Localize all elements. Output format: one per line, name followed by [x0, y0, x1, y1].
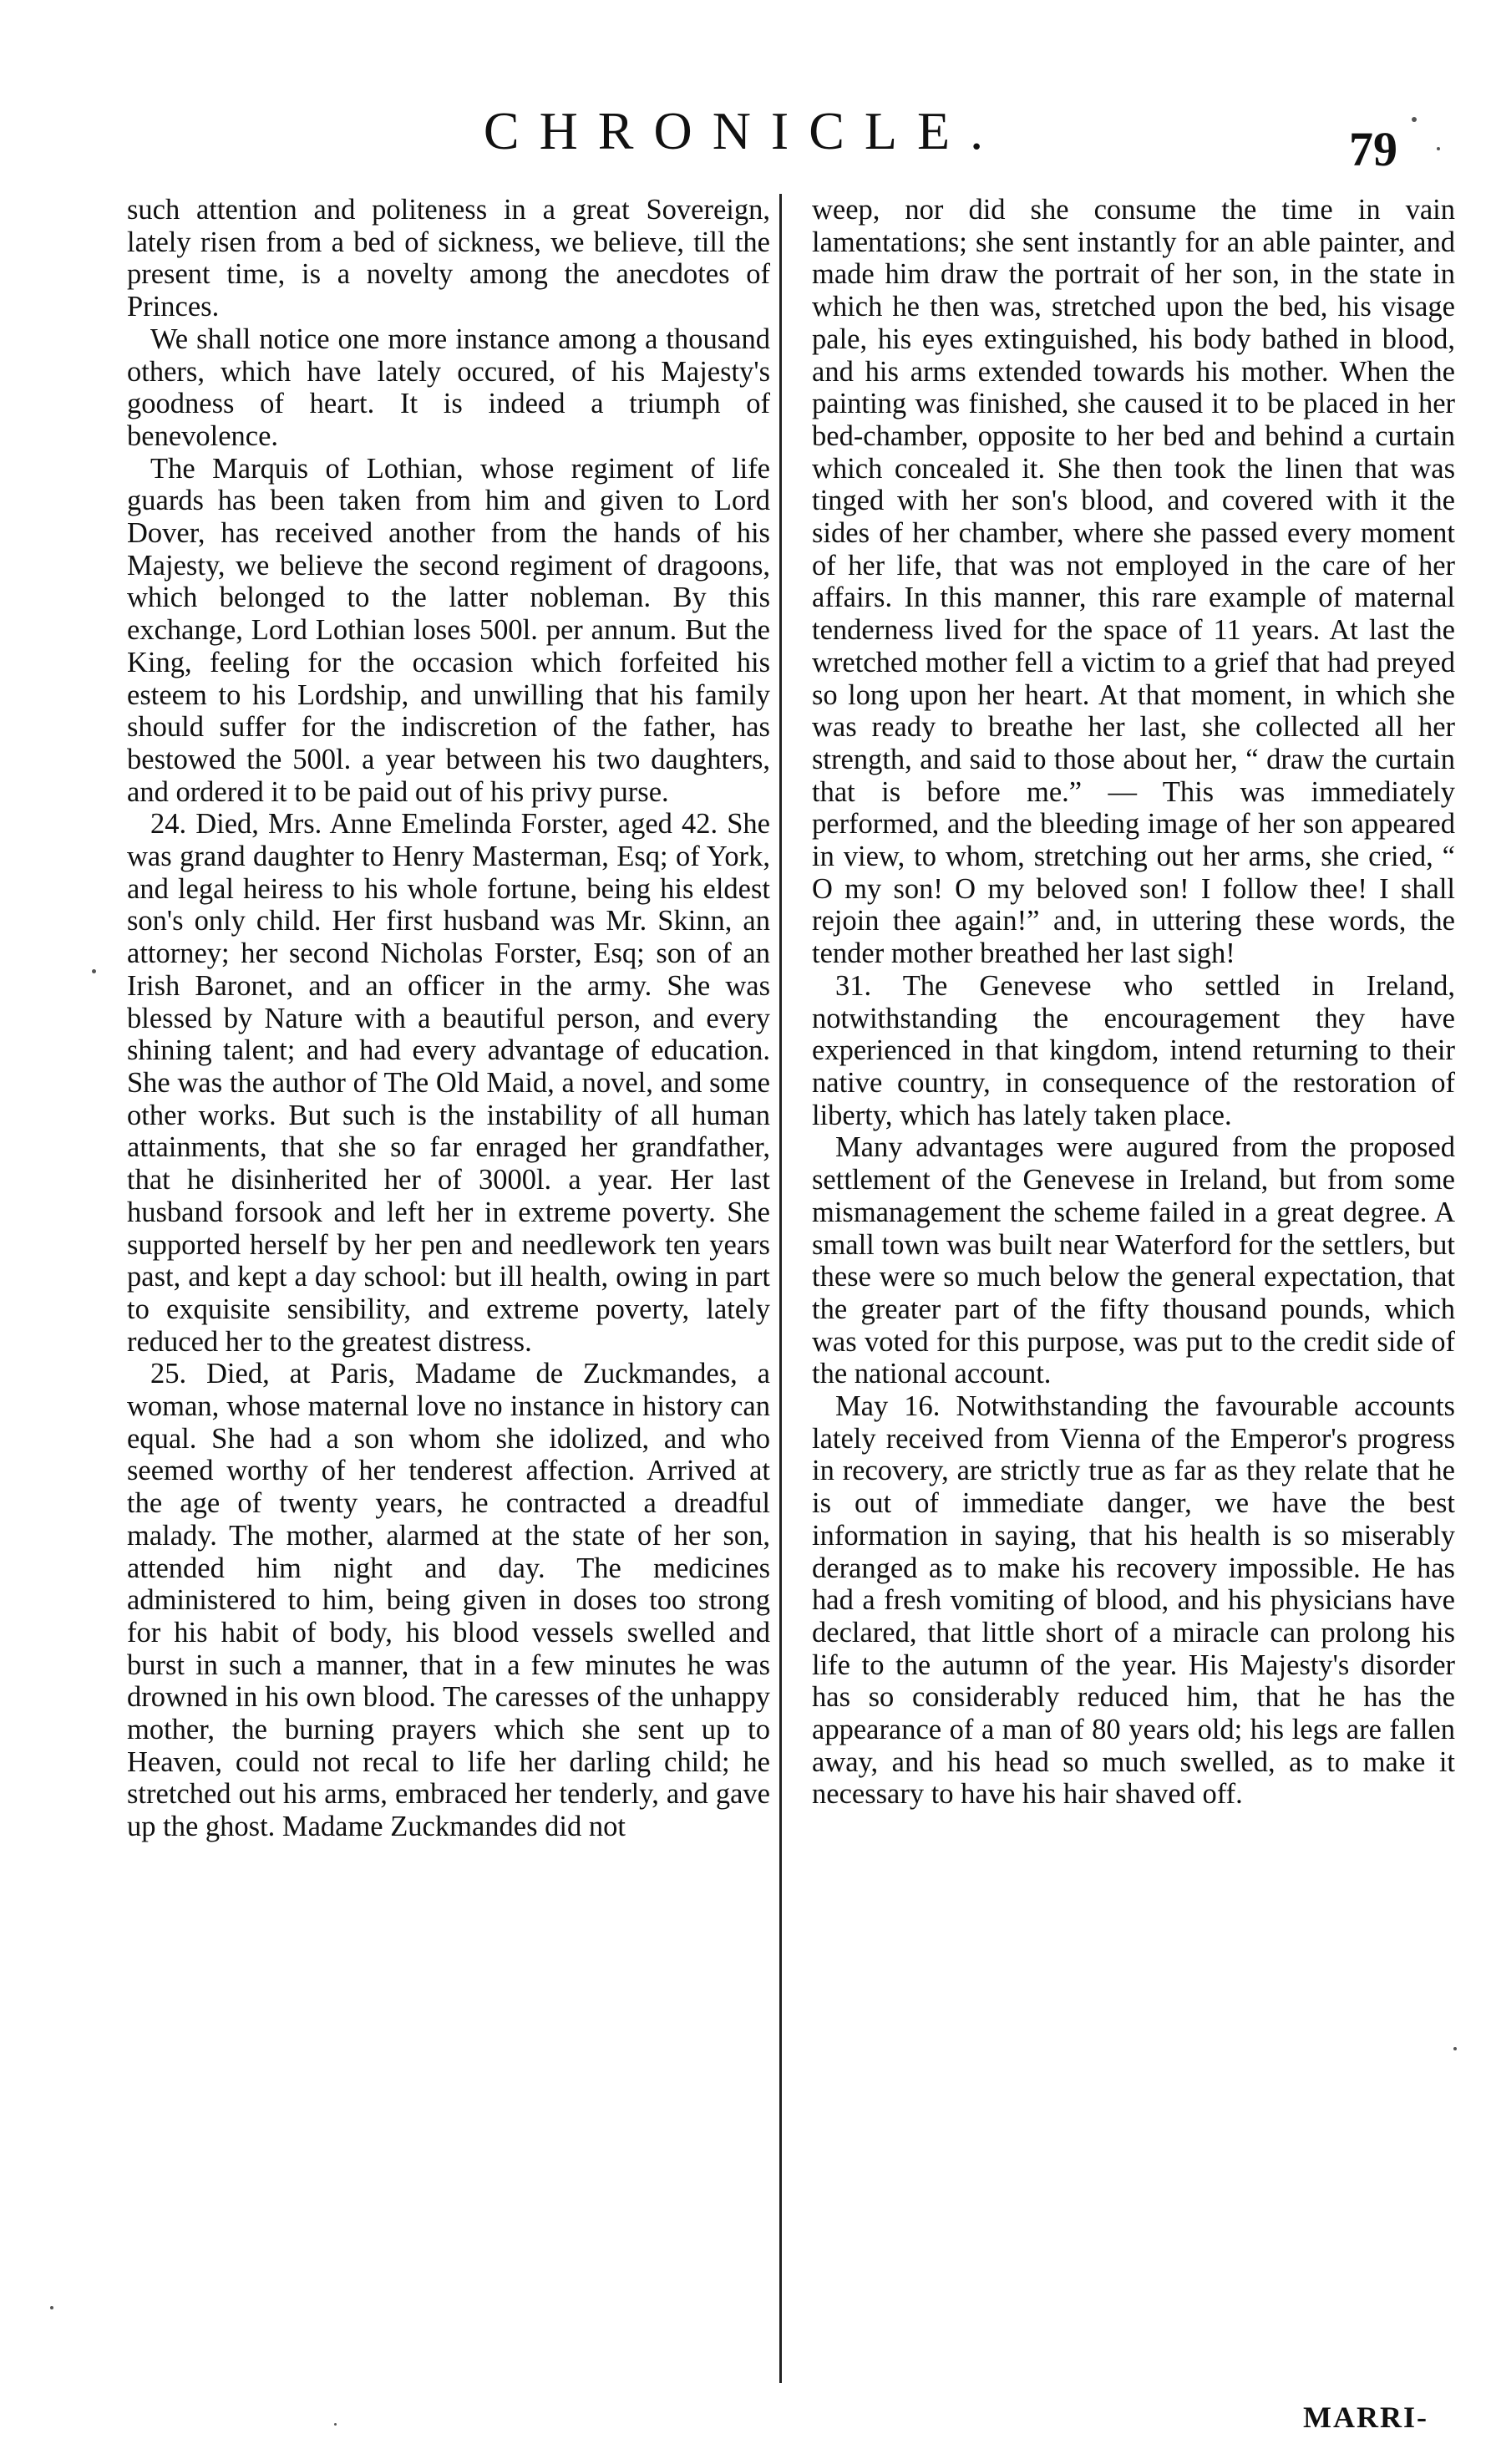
paragraph: 24. Died, Mrs. Anne Emelinda Forster, aged 42. She was grand daughter to Henry Masterman, Esq; of York, and legal heiress to his whole fortune, being his eldest son's only child. Her first husband was Mr. Skinn, an attorney; her second Nicholas Forster, Esq; son of an Irish Baronet, and an officer in the army. She was blessed by Nature with a beautiful person, and every shining talent; and had every advantage of education. She was the author of The Old Maid, a novel, and some other works. But such is the instability of all human attainments, that she so far enraged her grandfather, that he disinherited her of 3000l. a year. Her last husband forsook and left her in extreme poverty. She supported herself by her pen and needlework ten years past, and kept a day school: but ill health, owing in part to exquisite sensibility, and extreme poverty, lately reduced her to the greatest distress. [127, 808, 770, 1358]
catchword: MARRI- [1303, 2400, 1428, 2434]
print-speck [1453, 2047, 1457, 2050]
print-speck [334, 2423, 337, 2426]
paragraph: such attention and politeness in a great Sovereign, lately risen from a bed of sickness, we believe, till the present time, is a novelty among the anecdotes of Princes. [127, 194, 770, 323]
column-divider [779, 194, 782, 2383]
page-title: CHRONICLE. [483, 101, 1004, 160]
page-number: 79 [1349, 122, 1397, 176]
print-speck [1437, 147, 1440, 150]
paragraph: 25. Died, at Paris, Madame de Zuckmandes, a woman, whose maternal love no instance in history can equal. She had a son whom she idolized, and who seemed worthy of her tenderest affection. Arrived at the age of twenty years, he contracted a dreadful malady. The mother, alarmed at the state of her son, attended him night and day. The medicines administered to him, being given in doses too strong for his habit of body, his blood vessels swelled and burst in such a manner, that in a few minutes he was drowned in his own blood. The caresses of the unhappy mother, the burning prayers which she sent up to Heaven, could not recal to life her darling child; he stretched out his arms, embraced her tenderly, and gave up the ghost. Madame Zuckmandes did not [127, 1358, 770, 1843]
print-speck [50, 2306, 53, 2309]
print-speck [1412, 117, 1417, 122]
right-column [812, 194, 1455, 1811]
left-column [127, 194, 770, 1843]
paragraph: May 16. Notwithstanding the favourable accounts lately received from Vienna of the Emperor's progress in recovery, are strictly true as far as they relate that he is out of immediate danger, we have the best information in saying, that his health is so miserably deranged as to make his recovery impossible. He has had a fresh vomiting of blood, and his physicians have declared, that little short of a miracle can prolong his life to the autumn of the year. His Majesty's disorder has so considerably reduced him, that he has the appearance of a man of 80 years old; his legs are fallen away, and his head so much swelled, as to make it necessary to have his hair shaved off. [812, 1390, 1455, 1811]
print-speck [92, 969, 96, 973]
paragraph: 31. The Genevese who settled in Ireland, notwithstanding the encouragement they have experienced in that kingdom, intend returning to their native country, in consequence of the restoration of liberty, which has lately taken place. [812, 969, 1455, 1131]
paragraph: Many advantages were augured from the proposed settlement of the Genevese in Ireland, but from some mismanagement the scheme failed in a great degree. A small town was built near Waterford for the settlers, but these were so much below the general expectation, that the greater part of the fifty thousand pounds, which was voted for this purpose, was put to the credit side of the national account. [812, 1131, 1455, 1390]
paragraph: The Marquis of Lothian, whose regiment of life guards has been taken from him and given to Lord Dover, has received another from the hands of his Majesty, we believe the second regiment of dragoons, which belonged to the latter nobleman. By this exchange, Lord Lothian loses 500l. per annum. But the King, feeling for the occasion which forfeited his esteem to his Lordship, and unwilling that his family should suffer for the indiscretion of the father, has bestowed the 500l. a year between his two daughters, and ordered it to be paid out of his privy purse. [127, 452, 770, 808]
paragraph: weep, nor did she consume the time in vain lamentations; she sent instantly for an able painter, and made him draw the portrait of her son, in the state in which he then was, stretched upon the bed, his visage pale, his eyes extinguished, his body bathed in blood, and his arms extended towards his mother. When the painting was finished, she caused it to be placed in her bed-chamber, opposite to her bed and behind a curtain which concealed it. She then took the linen that was tinged with her son's blood, and covered with it the sides of her chamber, where she passed every moment of her life, that was not employed in the care of her affairs. In this manner, this rare example of maternal tenderness lived for the space of 11 years. At last the wretched mother fell a victim to a grief that had preyed so long upon her heart. At that moment, in which she was ready to breathe her last, she collected all her strength, and said to those about her, “ draw the curtain that is before me.” — This was immediately performed, and the bleeding image of her son appeared in view, to whom, stretching out her arms, she cried, “ O my son! O my beloved son! I follow thee! I shall rejoin thee again!” and, in uttering these words, the tender mother breathed her last sigh! [812, 194, 1455, 970]
paragraph: We shall notice one more instance among a thousand others, which have lately occured, of his Majesty's goodness of heart. It is indeed a triumph of benevolence. [127, 323, 770, 452]
